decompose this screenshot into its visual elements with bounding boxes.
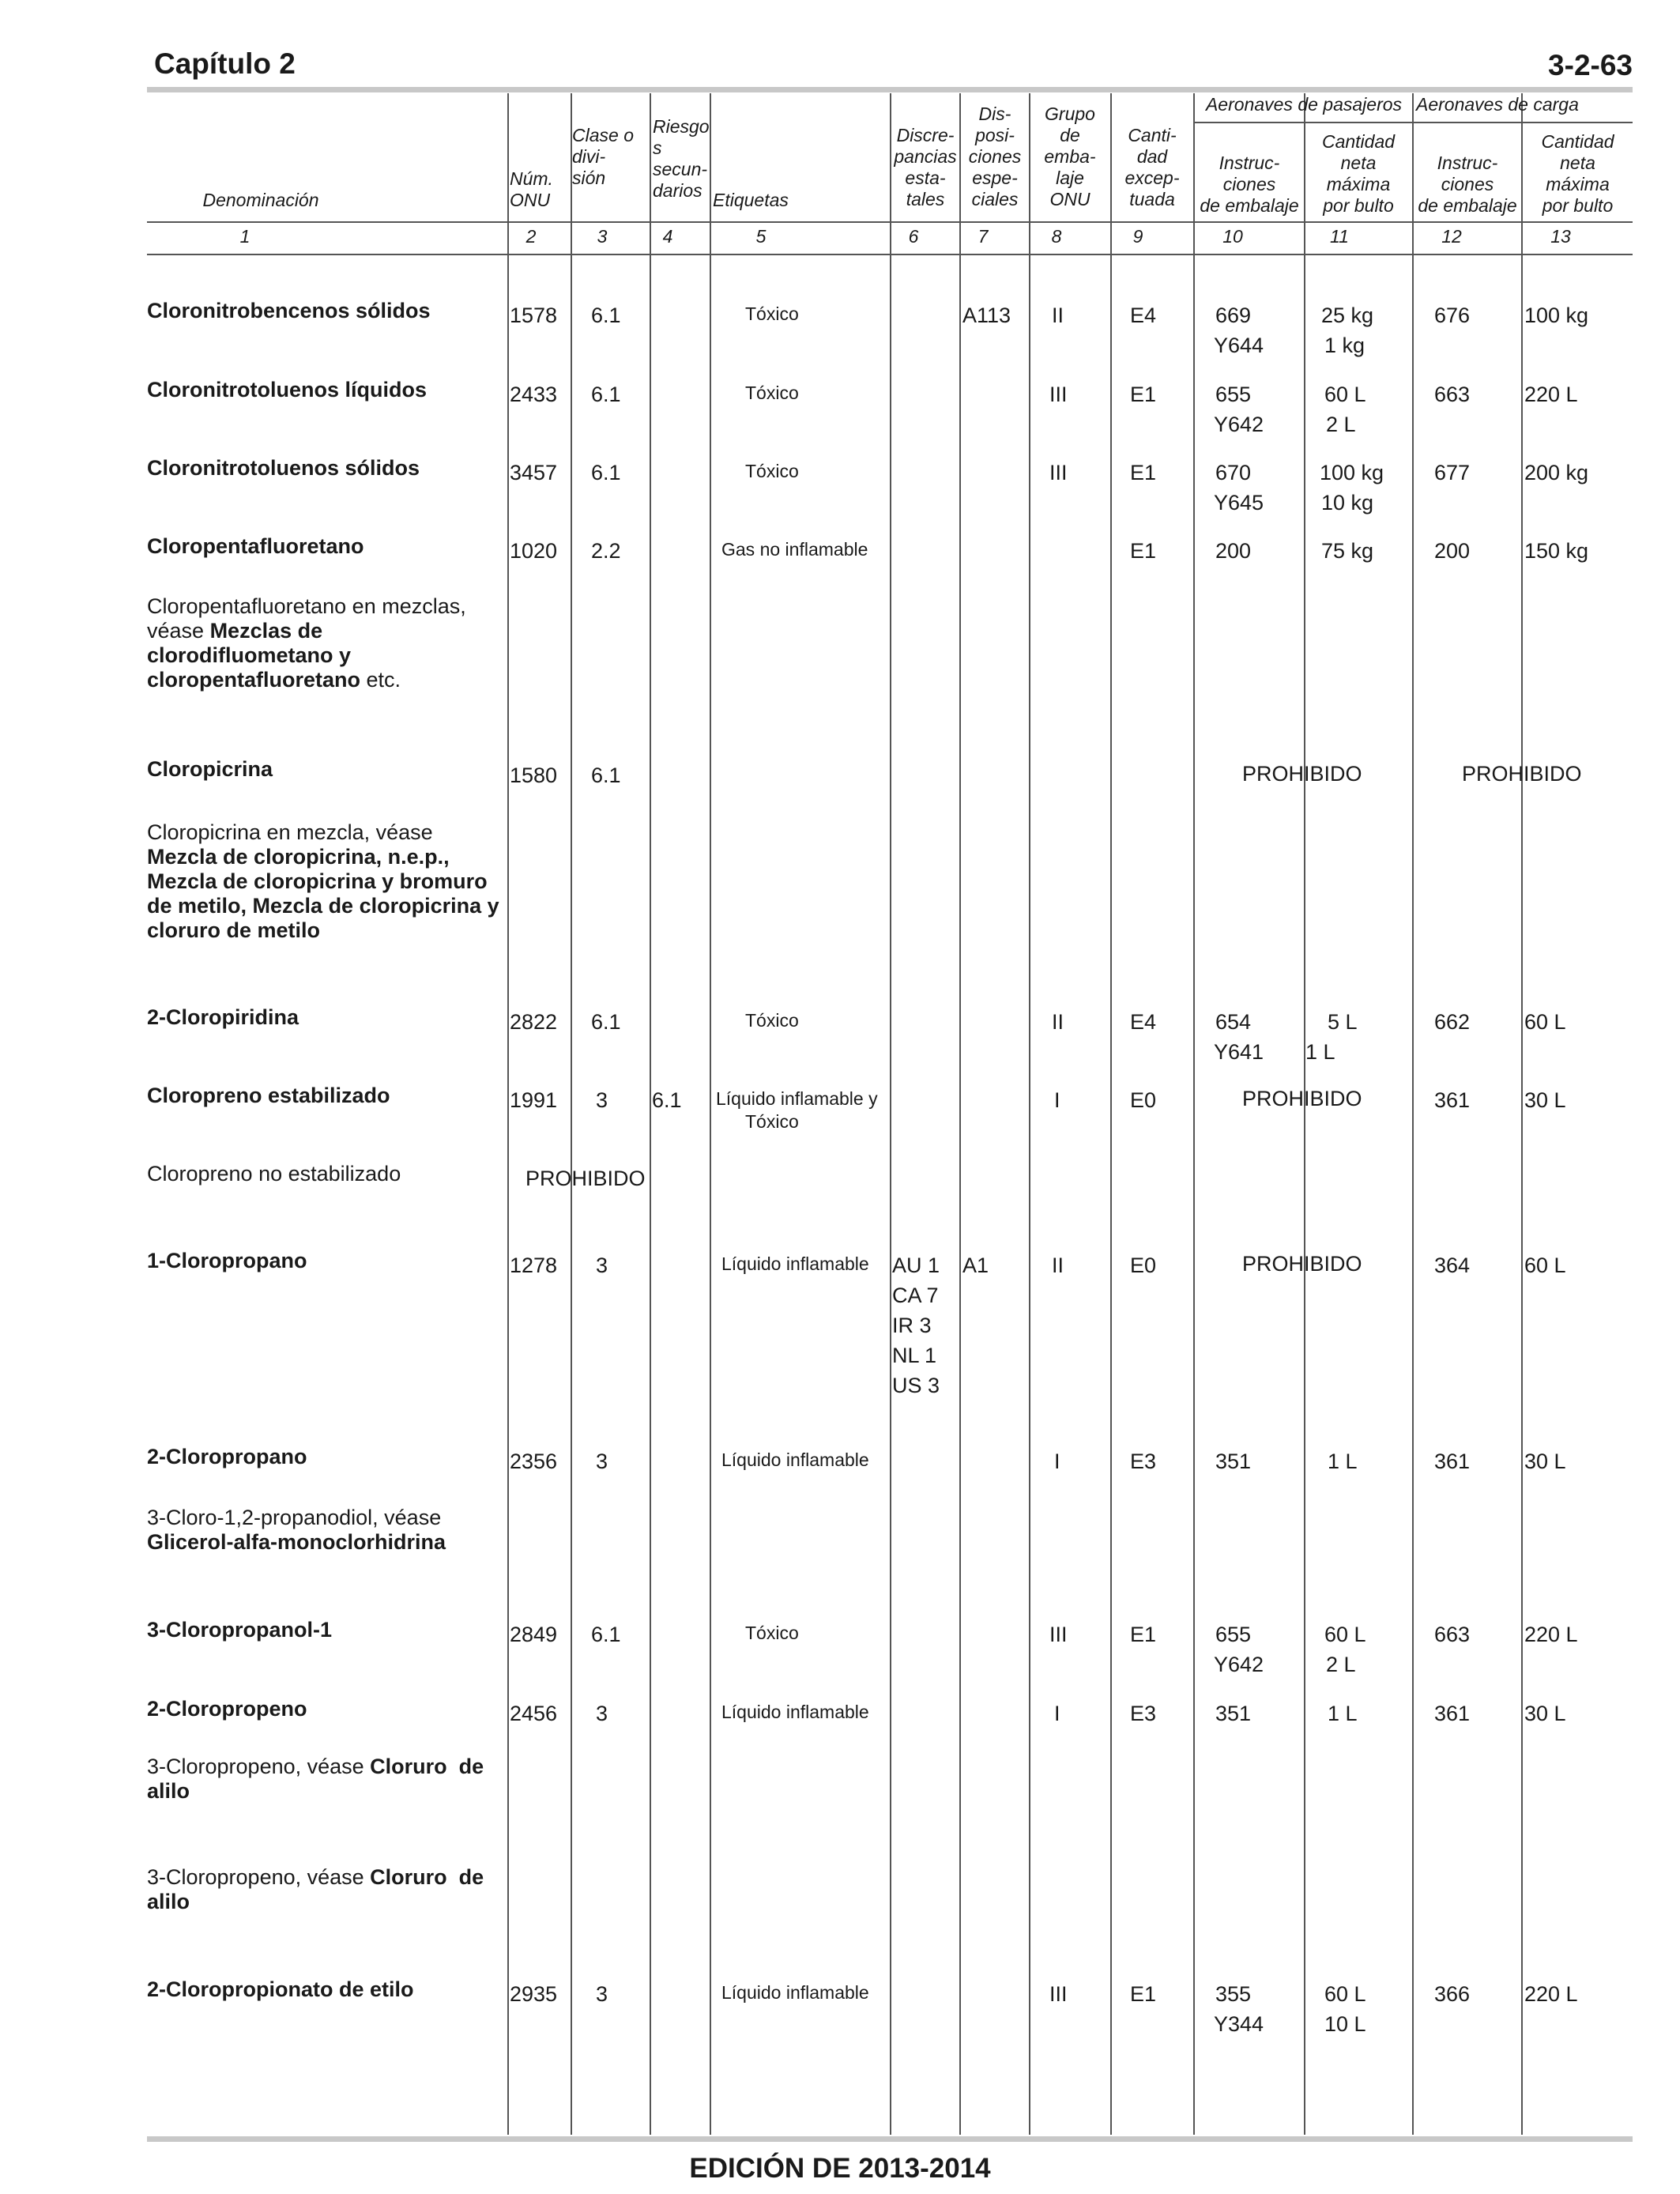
header-riesgos [653,116,710,202]
header-carga: Aeronaves de carga [1416,94,1579,115]
row-etiqueta: Tóxico [745,1010,799,1031]
row-pas-cant-y: 1 kg [1324,334,1365,357]
ref-plain: Cloropentafluoretano en mezclas, véase [147,594,466,643]
row-etiqueta: Gas no inflamable [721,539,868,560]
row-car-instr: 676 [1434,303,1471,327]
row-car-instr: 662 [1434,1010,1471,1034]
row-onu: 1580 [510,763,558,787]
top-rule [147,87,1633,92]
row-grupo: III [1049,1982,1068,2006]
header-grupo-text: Grupo de emba- laje ONU [1044,104,1096,209]
row-disc: CA 7 [892,1284,939,1307]
row-clase: 3 [596,1702,608,1725]
header-car-instrucciones [1414,153,1521,217]
row-exc: E0 [1130,1088,1157,1112]
row-car-cant: 30 L [1524,1088,1566,1112]
row-exc: E0 [1130,1253,1157,1277]
row-pas-instr: 655 [1215,383,1252,406]
colnum-7: 7 [977,226,989,247]
colnum-11: 11 [1330,226,1349,247]
row-pas-instr: 655 [1215,1623,1252,1646]
col-divider [1412,93,1414,2135]
page-number: 3-2-63 [1548,49,1633,81]
row-car-cant: 220 L [1524,1982,1578,2006]
header-pas-cantidad-text: Cantidad neta máxima por bulto [1321,131,1396,216]
row-pas-instr: 351 [1215,1702,1252,1725]
row-exc: E1 [1130,383,1157,406]
row-onu: 2935 [510,1982,558,2006]
colnum-2: 2 [525,226,537,247]
row-car-instr: 366 [1434,1982,1471,2006]
row-grupo: III [1049,461,1068,484]
colnum-9: 9 [1132,226,1143,247]
row-onu: 2433 [510,383,558,406]
row-car-cant: 100 kg [1524,303,1589,327]
row-pas-cant: 1 L [1328,1449,1358,1473]
row-clase: 2.2 [591,539,621,563]
row-pas-instr-y: Y642 [1214,1653,1264,1676]
header-cantidad-exceptuada [1112,125,1192,210]
row-car-instr: 361 [1434,1702,1471,1725]
row-pas-instr-y: Y344 [1214,2012,1264,2036]
header-pas-instrucciones-text: Instruc- ciones de embalaje [1200,153,1299,216]
row-onu: 2849 [510,1623,558,1646]
ref-plain: 3-Cloro-1,2-propanodiol, véase [147,1506,442,1529]
row-grupo: I [1054,1088,1060,1112]
row-onu: 2356 [510,1449,558,1473]
row-exc: E4 [1130,303,1157,327]
colnum-5: 5 [755,226,767,247]
header-rule [147,221,1633,223]
edition-footer: EDICIÓN DE 2013-2014 [689,2153,991,2184]
bottom-rule [147,2136,1633,2142]
header-grupo [1030,104,1109,210]
ref-plain: Cloropicrina en mezcla, véase [147,820,433,844]
row-exc: E1 [1130,1623,1157,1646]
col-divider [890,93,891,2135]
row-name: Cloronitrobencenos sólidos [147,299,431,322]
row-name: 3-Cloropropanol-1 [147,1618,332,1642]
row-pas-instr: 654 [1215,1010,1252,1034]
row-grupo: II [1052,303,1064,327]
list-item [147,1506,503,1555]
row-clase: 6.1 [591,1623,621,1646]
colnum-12: 12 [1441,226,1462,247]
row-pas-instr-y: Y645 [1214,491,1264,515]
row-clase: 6.1 [591,383,621,406]
header-disposiciones-text: Dis- posi- ciones espe- ciales [968,104,1022,209]
row-grupo: I [1054,1449,1060,1473]
row-disc: AU 1 [892,1253,940,1277]
row-name: 2-Cloropropano [147,1445,307,1468]
row-car-cant: 30 L [1524,1449,1566,1473]
row-pas-cant-y: 10 L [1324,2012,1366,2036]
list-item [147,820,503,943]
row-etiqueta: Líquido inflamable [721,1982,869,2003]
header-cantidad-exceptuada-text: Canti- dad excep- tuada [1124,125,1180,209]
row-clase: 6.1 [591,461,621,484]
row-car-cant: 30 L [1524,1702,1566,1725]
row-pas-cant: 75 kg [1321,539,1374,563]
row-car-cant: 60 L [1524,1253,1566,1277]
row-disc: IR 3 [892,1314,932,1337]
ref-bold: Mezclas de clorodifluometano y cloropentafluoretano [147,619,361,692]
row-pas-cant: 60 L [1324,1982,1366,2006]
row-etiqueta: Tóxico [745,303,799,324]
row-onu: 2822 [510,1010,558,1034]
row-riesgo: 6.1 [652,1088,682,1112]
colnum-4: 4 [662,226,673,247]
colnum-8: 8 [1051,226,1062,247]
row-car-cant: 220 L [1524,383,1578,406]
ref-plain: 3-Cloropropeno, véase [147,1755,371,1778]
row-disc: US 3 [892,1374,940,1397]
colnum-10: 10 [1222,226,1243,247]
col-divider [1304,93,1305,2135]
number-rule [147,254,1633,255]
row-pas-cant: 5 L [1328,1010,1358,1034]
row-exc: E1 [1130,1982,1157,2006]
header-clase [572,125,647,189]
row-prohibido-carga: PROHIBIDO [1462,762,1582,786]
header-car-instrucciones-text: Instruc- ciones de embalaje [1418,153,1517,216]
ref-bold: Glicerol-alfa-monoclorhidrina [147,1530,446,1554]
row-pas-instr-y: Y644 [1214,334,1264,357]
row-pas-instr: 669 [1215,303,1252,327]
row-name: Cloropreno estabilizado [147,1084,390,1107]
row-pas-cant-y: 1 L [1305,1040,1335,1064]
row-clase: 3 [596,1253,608,1277]
header-num-onu-text: Núm. ONU [510,168,553,210]
header-etiquetas: Etiquetas [713,190,789,210]
row-name: 2-Cloropropeno [147,1697,307,1721]
row-pas-instr: 351 [1215,1449,1252,1473]
row-clase: 3 [596,1982,608,2006]
row-car-cant: 220 L [1524,1623,1578,1646]
row-car-instr: 364 [1434,1253,1471,1277]
header-pasajeros: Aeronaves de pasajeros [1205,94,1403,115]
row-car-instr: 200 [1434,539,1471,563]
row-car-instr: 361 [1434,1449,1471,1473]
row-car-cant: 200 kg [1524,461,1589,484]
row-pas-cant: 1 L [1328,1702,1358,1725]
header-pas-instrucciones [1195,153,1304,217]
row-disp: A1 [962,1253,989,1277]
row-pas-instr-y: Y641 [1214,1040,1264,1064]
ref-bold: Cloruro de alilo [147,1865,490,1913]
row-car-instr: 663 [1434,383,1471,406]
ref-tail: etc. [360,668,401,692]
ref-plain: 3-Cloropropeno, véase [147,1865,371,1889]
header-discrepancias-text: Discre- pancias esta- tales [894,125,957,209]
row-car-instr: 361 [1434,1088,1471,1112]
header-riesgos-text: Riesgo s secun- darios [653,116,710,201]
row-exc: E3 [1130,1702,1157,1725]
row-onu: 1278 [510,1253,558,1277]
col-divider [1521,93,1523,2135]
row-exc: E1 [1130,539,1157,563]
colnum-3: 3 [597,226,608,247]
row-disp: A113 [962,303,1011,327]
header-num-onu [510,168,565,211]
row-pas-instr-y: Y642 [1214,413,1264,436]
col-divider [1029,93,1030,2135]
row-etiqueta: Tóxico [745,383,799,403]
ref-bold: Mezcla de cloropicrina, n.e.p., Mezcla de cloropicrina y bromuro de metilo, Mezcla de cloropicrina y cloruro de metilo [147,845,499,942]
row-name: Cloronitrotoluenos sólidos [147,456,420,480]
row-pas-instr: 670 [1215,461,1252,484]
row-name: 2-Cloropropionato de etilo [147,1977,414,2001]
row-grupo: III [1049,1623,1068,1646]
row-onu: 2456 [510,1702,558,1725]
row-pas-cant: 60 L [1324,1623,1366,1646]
row-car-instr: 663 [1434,1623,1471,1646]
row-clase: 6.1 [591,1010,621,1034]
row-exc: E3 [1130,1449,1157,1473]
col-divider [710,93,711,2135]
header-pas-cantidad [1305,131,1411,217]
row-onu: 3457 [510,461,558,484]
row-name: 1-Cloropropano [147,1249,307,1272]
row-exc: E4 [1130,1010,1157,1034]
row-etiqueta: Líquido inflamable [721,1449,869,1470]
row-prohibido-pasajeros: PROHIBIDO [1242,1087,1362,1110]
row-car-cant: 60 L [1524,1010,1566,1034]
list-item [147,1755,503,1804]
row-pas-cant: 60 L [1324,383,1366,406]
row-clase: 3 [596,1088,608,1112]
ref-bold: Cloruro de alilo [147,1755,490,1803]
row-onu: 1578 [510,303,558,327]
row-grupo: II [1052,1253,1064,1277]
row-car-cant: 150 kg [1524,539,1589,563]
row-grupo: III [1049,383,1068,406]
col-divider [959,93,961,2135]
row-etiqueta-2: Tóxico [745,1111,799,1132]
header-disposiciones [961,104,1029,210]
row-etiqueta: Líquido inflamable [721,1702,869,1722]
row-disc: NL 1 [892,1344,937,1367]
header-car-cantidad-text: Cantidad neta máxima por bulto [1541,131,1614,216]
col-divider [1110,93,1112,2135]
row-pas-instr: 200 [1215,539,1252,563]
col-divider [1193,93,1195,2135]
row-pas-cant-y: 2 L [1326,413,1356,436]
row-prohibido-pasajeros: PROHIBIDO [1242,1252,1362,1276]
row-pas-cant: 25 kg [1321,303,1374,327]
header-clase-text: Clase o divi- sión [572,125,634,188]
row-etiqueta: Líquido inflamable y [716,1088,878,1109]
row-exc: E1 [1130,461,1157,484]
row-onu: 1020 [510,539,558,563]
row-etiqueta: Tóxico [745,461,799,481]
row-name: Cloropentafluoretano [147,534,364,558]
row-clase: 6.1 [591,303,621,327]
row-grupo: II [1052,1010,1064,1034]
col-divider [571,93,572,2135]
row-name: Cloropicrina [147,757,273,781]
row-prohibido-pasajeros: PROHIBIDO [1242,762,1362,786]
col-divider [507,93,509,2135]
colnum-6: 6 [908,226,919,247]
col-divider [650,93,651,2135]
row-grupo: I [1054,1702,1060,1725]
row-name: Cloronitrotoluenos líquidos [147,378,427,401]
row-car-instr: 677 [1434,461,1471,484]
colnum-13: 13 [1550,226,1571,247]
row-name: Cloropreno no estabilizado [147,1162,401,1186]
row-clase: 3 [596,1449,608,1473]
row-prohibido-onu: PROHIBIDO [525,1167,646,1190]
row-pas-cant-y: 2 L [1326,1653,1356,1676]
header-subrule [1193,122,1633,123]
list-item [147,594,503,692]
header-discrepancias [891,125,959,210]
row-pas-cant-y: 10 kg [1321,491,1374,515]
row-pas-instr: 355 [1215,1982,1252,2006]
row-clase: 6.1 [591,763,621,787]
row-etiqueta: Tóxico [745,1623,799,1643]
chapter-title: Capítulo 2 [154,47,296,80]
row-pas-cant: 100 kg [1320,461,1384,484]
header-denominacion: Denominación [202,190,319,210]
colnum-1: 1 [239,226,250,247]
row-etiqueta: Líquido inflamable [721,1253,869,1274]
list-item [147,1865,503,1914]
header-car-cantidad [1523,131,1633,217]
row-onu: 1991 [510,1088,558,1112]
row-name: 2-Cloropiridina [147,1005,299,1029]
